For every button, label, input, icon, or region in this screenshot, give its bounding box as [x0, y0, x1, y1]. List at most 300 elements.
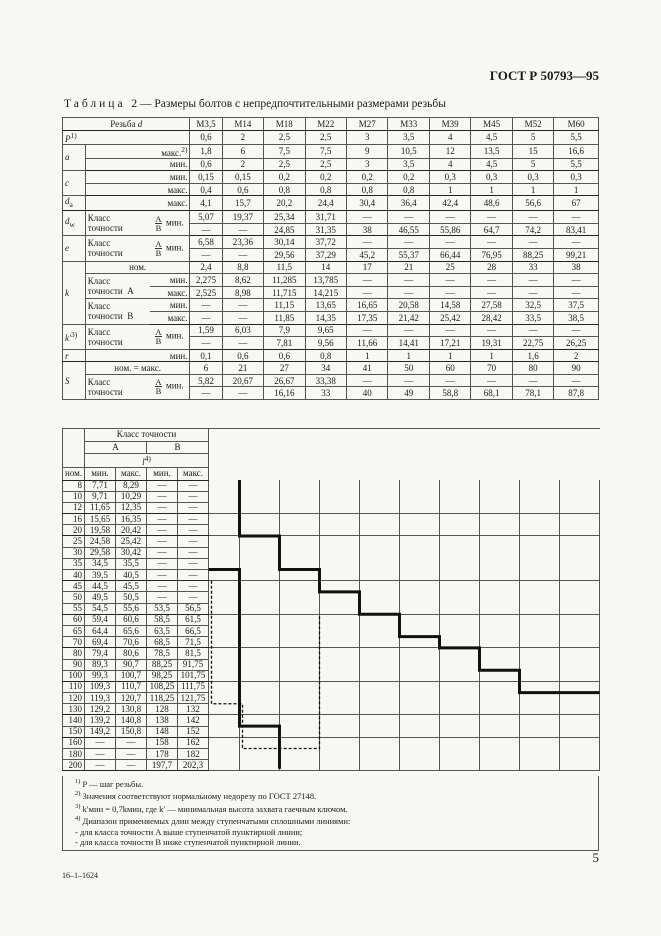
- value-cell: 11,715: [264, 286, 305, 299]
- label-r-min: мин.: [85, 349, 190, 362]
- grid-cell: [209, 749, 240, 760]
- length-row: [63, 704, 600, 715]
- value-cell: 1: [471, 349, 512, 362]
- grid-cell: [520, 547, 560, 558]
- length-value: 121,75: [178, 693, 209, 704]
- grid-cell: [280, 570, 320, 581]
- length-value: 53,5: [147, 603, 178, 614]
- length-value: —: [116, 749, 147, 760]
- label-c: [63, 171, 86, 196]
- e-class: [85, 236, 149, 261]
- value-cell: —: [222, 299, 263, 312]
- bolt-dimensions-table: [62, 117, 599, 400]
- grid-cell: [560, 491, 600, 502]
- grid-cell: [440, 637, 480, 648]
- length-nom: 60: [63, 614, 85, 625]
- grid-cell: [480, 558, 520, 569]
- grid-cell: [520, 693, 560, 704]
- length-value: —: [147, 536, 178, 547]
- value-cell: 7,9: [264, 324, 305, 337]
- note-4-sup: 4): [75, 815, 81, 823]
- length-row: [63, 547, 600, 558]
- grid-cell: [240, 603, 280, 614]
- value-cell: 70: [471, 362, 512, 375]
- grid-cell: [280, 704, 320, 715]
- grid-cell: [400, 726, 440, 737]
- length-value: —: [178, 502, 209, 513]
- grid-cell: [360, 760, 400, 771]
- grid-cell: [320, 737, 360, 748]
- length-value: 79,4: [85, 648, 116, 659]
- value-cell: 0,8: [305, 183, 346, 196]
- value-cell: —: [512, 286, 553, 299]
- grid-cell: [480, 603, 520, 614]
- grid-cell: [320, 592, 360, 603]
- grid-cell: [400, 681, 440, 692]
- length-value: 25,42: [116, 536, 147, 547]
- grid-cell: [360, 681, 400, 692]
- value-cell: 8,98: [222, 286, 263, 299]
- grid-cell: [360, 704, 400, 715]
- label-s-nom: ном. = макс.: [85, 362, 190, 375]
- grid-cell: [240, 648, 280, 659]
- value-cell: 16,65: [347, 299, 388, 312]
- grid-cell: [400, 502, 440, 513]
- value-cell: 13,65: [305, 299, 346, 312]
- grid-cell: [480, 536, 520, 547]
- length-row: [63, 592, 600, 603]
- length-value: —: [178, 581, 209, 592]
- value-cell: 20,58: [388, 299, 429, 312]
- value-cell: —: [512, 211, 553, 224]
- value-cell: 56,6: [512, 196, 553, 211]
- length-value: 139,2: [85, 715, 116, 726]
- length-value: —: [85, 749, 116, 760]
- value-cell: —: [190, 223, 222, 236]
- value-cell: 24,4: [305, 196, 346, 211]
- grid-cell: [480, 491, 520, 502]
- row-kp-a: [63, 324, 599, 337]
- value-cell: 0,6: [190, 158, 222, 171]
- size-8: M52: [512, 118, 553, 131]
- length-value: —: [147, 491, 178, 502]
- value-cell: 41: [347, 362, 388, 375]
- value-cell: 0,2: [264, 171, 305, 184]
- grid-cell: [400, 603, 440, 614]
- length-value: 65,6: [116, 625, 147, 636]
- grid-cell: [280, 760, 320, 771]
- grid-cell: [400, 693, 440, 704]
- length-value: —: [178, 525, 209, 536]
- value-cell: 17: [347, 261, 388, 274]
- length-value: —: [178, 480, 209, 491]
- grid-cell: [360, 581, 400, 592]
- label-c-max: макс.: [85, 183, 190, 196]
- value-cell: —: [347, 236, 388, 249]
- grid-cell: [280, 625, 320, 636]
- len-class-b: B: [147, 441, 209, 454]
- length-value: 70,6: [116, 637, 147, 648]
- value-cell: 13,785: [305, 274, 346, 287]
- grid-cell: [560, 681, 600, 692]
- length-value: 110,7: [116, 681, 147, 692]
- value-cell: 0,2: [305, 171, 346, 184]
- length-value: 8,29: [116, 480, 147, 491]
- value-cell: 0,2: [347, 171, 388, 184]
- value-cell: 29,56: [264, 248, 305, 261]
- length-value: 35,5: [116, 558, 147, 569]
- value-cell: 38: [554, 261, 599, 274]
- grid-cell: [240, 502, 280, 513]
- grid-cell: [480, 648, 520, 659]
- value-cell: —: [554, 236, 599, 249]
- grid-cell: [400, 749, 440, 760]
- size-5: M33: [388, 118, 429, 131]
- value-cell: 34: [305, 362, 346, 375]
- value-cell: —: [222, 223, 263, 236]
- length-row: [63, 670, 600, 681]
- value-cell: 0,3: [512, 171, 553, 184]
- value-cell: 4: [429, 130, 470, 144]
- grid-cell: [320, 614, 360, 625]
- value-cell: 40: [347, 387, 388, 400]
- len-header-1: [63, 429, 600, 442]
- note-4a: - для класса точности A выше ступенчатой пунктирной линии;: [75, 826, 303, 837]
- length-value: 149,2: [85, 726, 116, 737]
- value-cell: 1: [429, 183, 470, 196]
- grid-cell: [480, 525, 520, 536]
- grid-cell: [400, 648, 440, 659]
- row-s-a: [63, 374, 599, 387]
- grid-cell: [209, 760, 240, 771]
- grid-cell: [480, 704, 520, 715]
- value-cell: 11,5: [264, 261, 305, 274]
- value-cell: 42,4: [429, 196, 470, 211]
- grid-cell: [520, 670, 560, 681]
- value-cell: 1: [388, 349, 429, 362]
- value-cell: 14,58: [429, 299, 470, 312]
- length-row: [63, 681, 600, 692]
- grid-cell: [400, 581, 440, 592]
- grid-cell: [320, 525, 360, 536]
- grid-cell: [360, 749, 400, 760]
- value-cell: 60: [429, 362, 470, 375]
- length-value: 44,5: [85, 581, 116, 592]
- value-cell: 0,8: [305, 349, 346, 362]
- length-value: —: [178, 514, 209, 525]
- grid-cell: [240, 760, 280, 771]
- grid-cell: [209, 525, 240, 536]
- grid-cell: [360, 648, 400, 659]
- length-value: 45,5: [116, 581, 147, 592]
- len-h-nom: ном.: [63, 468, 85, 481]
- length-value: 130,8: [116, 704, 147, 715]
- length-value: 71,5: [178, 637, 209, 648]
- grid-cell: [520, 681, 560, 692]
- length-value: 120,7: [116, 693, 147, 704]
- length-nom: 40: [63, 570, 85, 581]
- max-sup: 2): [181, 144, 188, 154]
- label-k-b-max: макс.: [150, 311, 190, 324]
- grid-cell: [480, 749, 520, 760]
- label-a-max: [85, 144, 190, 158]
- length-value: —: [85, 737, 116, 748]
- grid-cell: [400, 491, 440, 502]
- value-cell: 19,37: [222, 211, 263, 224]
- grid-cell: [209, 502, 240, 513]
- grid-cell: [320, 581, 360, 592]
- class-word: Класс: [87, 376, 111, 387]
- grid-cell: [240, 514, 280, 525]
- grid-cell: [360, 603, 400, 614]
- grid-cell: [209, 547, 240, 558]
- kp-frac: [150, 324, 190, 349]
- length-value: 197,7: [147, 760, 178, 771]
- length-value: —: [178, 491, 209, 502]
- grid-cell: [400, 715, 440, 726]
- length-value: 81,5: [178, 648, 209, 659]
- length-value: 118,25: [147, 693, 178, 704]
- dw-sub: w: [69, 220, 75, 230]
- value-cell: —: [190, 337, 222, 350]
- grid-cell: [209, 625, 240, 636]
- length-value: 16,35: [116, 514, 147, 525]
- grid-cell: [480, 570, 520, 581]
- grid-cell: [480, 637, 520, 648]
- value-cell: 9: [347, 144, 388, 158]
- length-value: 34,5: [85, 558, 116, 569]
- grid-cell: [209, 681, 240, 692]
- value-cell: 76,95: [471, 248, 512, 261]
- grid-cell: [480, 480, 520, 491]
- grid-cell: [240, 637, 280, 648]
- value-cell: 0,3: [471, 171, 512, 184]
- e-class-fraction: [155, 240, 161, 257]
- value-cell: 15: [512, 144, 553, 158]
- value-cell: 0,8: [347, 183, 388, 196]
- length-row: [63, 480, 600, 491]
- grid-cell: [520, 502, 560, 513]
- value-cell: 2,5: [305, 130, 346, 144]
- grid-cell: [280, 592, 320, 603]
- value-cell: —: [190, 299, 222, 312]
- length-row: [63, 648, 600, 659]
- value-cell: 0,6: [222, 183, 263, 196]
- length-row: [63, 693, 600, 704]
- size-0: M3,5: [190, 118, 222, 131]
- dw-class-fraction: [155, 215, 161, 232]
- value-cell: 2: [554, 349, 599, 362]
- s-class: [85, 374, 149, 399]
- grid-cell: [209, 614, 240, 625]
- length-nom: 25: [63, 536, 85, 547]
- value-cell: —: [190, 387, 222, 400]
- grid-cell: [360, 659, 400, 670]
- grid-cell: [440, 536, 480, 547]
- class-a: A: [155, 377, 162, 388]
- grid-cell: [560, 760, 600, 771]
- class-b: B: [155, 247, 162, 258]
- grid-cell: [480, 581, 520, 592]
- dw-symbol: d: [65, 216, 70, 227]
- grid-cell: [209, 715, 240, 726]
- row-k-a-min: [63, 274, 599, 287]
- length-nom: 120: [63, 693, 85, 704]
- value-cell: 50: [388, 362, 429, 375]
- value-cell: —: [554, 274, 599, 287]
- grid-cell: [240, 625, 280, 636]
- class-word: Класс: [87, 326, 111, 337]
- note-3-text: k′мин = 0,7kмин, где k′ — минимальная высота захвата гаечным ключом.: [82, 803, 348, 814]
- label-c-min: мин.: [85, 171, 190, 184]
- grid-cell: [400, 525, 440, 536]
- value-cell: —: [429, 274, 470, 287]
- length-nom: 130: [63, 704, 85, 715]
- grid-cell: [240, 614, 280, 625]
- note-4b: - для класса точности B ниже ступенчатой пунктирной линии.: [75, 837, 301, 848]
- grid-cell: [440, 625, 480, 636]
- grid-cell: [280, 693, 320, 704]
- len-h-b-max: макс.: [178, 468, 209, 481]
- length-value: 89,3: [85, 659, 116, 670]
- value-cell: 16,16: [264, 387, 305, 400]
- value-cell: —: [429, 374, 470, 387]
- length-row: [63, 558, 600, 569]
- value-cell: 64,7: [471, 223, 512, 236]
- length-value: 66,5: [178, 625, 209, 636]
- value-cell: 88,25: [512, 248, 553, 261]
- grid-cell: [560, 625, 600, 636]
- length-value: 148: [147, 726, 178, 737]
- value-cell: 55,37: [388, 248, 429, 261]
- grid-cell: [440, 614, 480, 625]
- length-nom: 16: [63, 514, 85, 525]
- grid-cell: [520, 637, 560, 648]
- length-value: 19,58: [85, 525, 116, 536]
- value-cell: —: [388, 324, 429, 337]
- value-cell: 14,41: [388, 337, 429, 350]
- grid-cell: [560, 693, 600, 704]
- grid-cell: [360, 547, 400, 558]
- value-cell: 2: [222, 158, 263, 171]
- length-value: 80,6: [116, 648, 147, 659]
- grid-cell: [480, 659, 520, 670]
- label-s: [63, 362, 86, 400]
- grid-cell: [560, 581, 600, 592]
- grid-cell: [320, 726, 360, 737]
- value-cell: 48,6: [471, 196, 512, 211]
- grid-cell: [400, 760, 440, 771]
- grid-cell: [280, 737, 320, 748]
- grid-cell: [209, 603, 240, 614]
- length-value: 111,75: [178, 681, 209, 692]
- value-cell: 28,42: [471, 311, 512, 324]
- value-cell: —: [429, 286, 470, 299]
- value-cell: 22,75: [512, 337, 553, 350]
- length-value: —: [147, 547, 178, 558]
- grid-cell: [280, 637, 320, 648]
- grid-cell: [360, 670, 400, 681]
- length-value: 20,42: [116, 525, 147, 536]
- class-b: B: [155, 222, 162, 233]
- length-value: 142: [178, 715, 209, 726]
- value-cell: —: [471, 274, 512, 287]
- k-a-class-line: [88, 286, 148, 296]
- k-symbol: k: [65, 287, 69, 298]
- grid-cell: [520, 603, 560, 614]
- length-value: —: [116, 737, 147, 748]
- grid-cell: [560, 726, 600, 737]
- value-cell: 1,6: [512, 349, 553, 362]
- grid-cell: [360, 491, 400, 502]
- grid-cell: [360, 480, 400, 491]
- grid-cell: [360, 715, 400, 726]
- length-value: 119,3: [85, 693, 116, 704]
- length-value: —: [147, 581, 178, 592]
- grid-cell: [280, 547, 320, 558]
- grid-cell: [400, 637, 440, 648]
- value-cell: 3,5: [388, 158, 429, 171]
- grid-cell: [280, 525, 320, 536]
- grid-cell: [560, 480, 600, 491]
- class-b: B: [127, 311, 134, 322]
- grid-cell: [520, 525, 560, 536]
- grid-cell: [520, 726, 560, 737]
- length-value: —: [147, 525, 178, 536]
- value-cell: 0,4: [190, 183, 222, 196]
- length-value: 99,3: [85, 670, 116, 681]
- value-cell: 2,5: [264, 158, 305, 171]
- grid-cell: [360, 502, 400, 513]
- grid-cell: [480, 670, 520, 681]
- grid-cell: [320, 659, 360, 670]
- value-cell: —: [388, 236, 429, 249]
- size-4: M27: [347, 118, 388, 131]
- grid-cell: [520, 704, 560, 715]
- min-label: мин.: [166, 217, 184, 228]
- label-r: [63, 349, 86, 362]
- grid-cell: [209, 726, 240, 737]
- length-value: 158: [147, 737, 178, 748]
- value-cell: 0,6: [222, 349, 263, 362]
- length-nom: 55: [63, 603, 85, 614]
- grid-cell: [320, 480, 360, 491]
- value-cell: 4: [429, 158, 470, 171]
- row-k-nom: [63, 261, 599, 274]
- value-cell: 27: [264, 362, 305, 375]
- row-p: [63, 130, 599, 144]
- table-caption: [64, 98, 446, 110]
- value-cell: —: [388, 274, 429, 287]
- grid-cell: [520, 737, 560, 748]
- value-cell: 49: [388, 387, 429, 400]
- value-cell: 8,62: [222, 274, 263, 287]
- k-b-class-line: [88, 311, 148, 321]
- value-cell: 33,38: [305, 374, 346, 387]
- grid-cell: [400, 547, 440, 558]
- kp-class-fraction: [155, 328, 161, 345]
- e-symbol: e: [65, 243, 69, 254]
- note-1-text: P — шаг резьбы.: [82, 778, 144, 789]
- value-cell: 0,3: [554, 171, 599, 184]
- grid-cell: [440, 715, 480, 726]
- note-4: [75, 814, 598, 826]
- kp-symbol: k′: [65, 333, 71, 344]
- grid-cell: [440, 525, 480, 536]
- value-cell: 27,58: [471, 299, 512, 312]
- label-da: [63, 196, 86, 211]
- accuracy-word: точности: [87, 336, 123, 347]
